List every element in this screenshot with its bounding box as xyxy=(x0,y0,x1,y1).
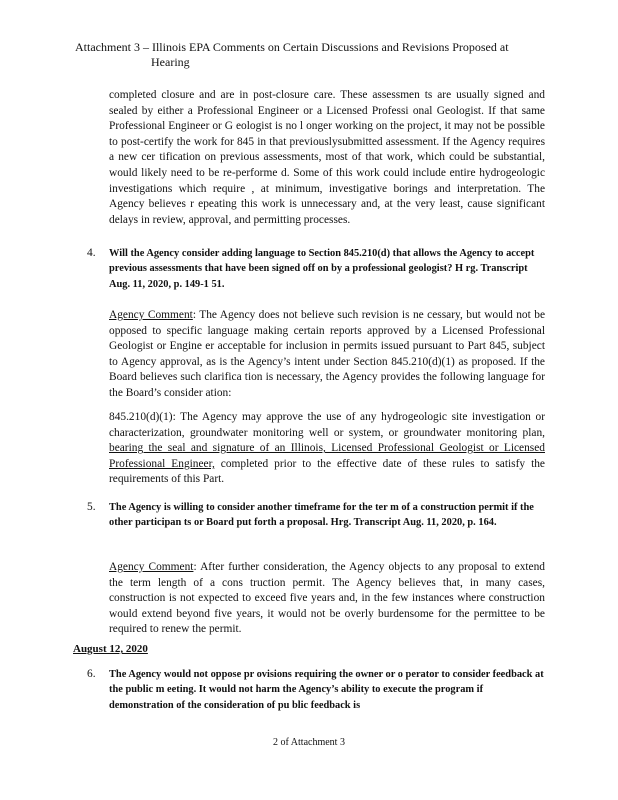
proposed-underlined: bearing the seal and signature of an Illinois, Licensed Professional Geologist or Licensed Professional Engineer, xyxy=(109,442,545,470)
header-line-1: Attachment 3 – Illinois EPA Comments on Certain Discussions and Revisions Proposed at xyxy=(75,40,509,54)
comment-text: : The Agency does not believe such revision is ne cessary, but would not be opposed to specific language making certain reports approved by a Licensed Professional Geologist or Engine er acceptable for inclusion in permits issued pursuant to Part 845, subject to Agency approval, as is the Agency’s intent under Section 845.210(d)(1) as proposed. If the Board believes such clarifica tion is necessary, the Agency provides the following language for the Board’s consider ation: xyxy=(109,309,546,399)
proposed-paragraph xyxy=(109,410,545,488)
item-number: 4. xyxy=(87,247,96,259)
header-line-2: Hearing xyxy=(151,55,190,69)
comment-paragraph xyxy=(109,560,545,638)
page-header xyxy=(75,40,555,70)
question-item-4 xyxy=(87,246,547,292)
date-heading: August 12, 2020 xyxy=(73,643,148,655)
proposed-prefix: 845.210(d)(1): The Agency may approve the use of any hydrogeologic site investigation or characterization, groundwater monitoring well or system, or groundwater monitoring plan, xyxy=(109,411,545,439)
question-text: The Agency would not oppose pr ovisions requiring the owner or o perator to consider feedback at the public m eeting. It would not harm the Agency’s ability to execute the program if demonstration of the consideration of pu blic feedback is xyxy=(109,669,544,711)
proposed-suffix: completed prior to the effective date of these rules to satisfy the requirements of this Part. xyxy=(109,457,545,486)
intro-paragraph-block xyxy=(109,88,545,228)
question-item-6 xyxy=(87,667,547,713)
question-text: The Agency is willing to consider another timeframe for the ter m of a construction permit if the other participan ts or Board put forth a proposal. Hrg. Transcript Aug. 11, 2020, p. 164. xyxy=(109,502,534,529)
comment-text: : After further consideration, the Agency objects to any proposal to extend the term length of a cons truction permit. The Agency believes that, in many cases, construction is not expected to exceed five years and, in the few instances where construction would extend beyond five years, it would not be overly burdensome for the permittee to be required to renew the permit. xyxy=(109,561,545,636)
question-text: Will the Agency consider adding language to Section 845.210(d) that allows the Agency to accept previous assessments that have been signed off on by a professional geologist? H rg. Transcript Aug. 11, 2020, p. 149-1 51. xyxy=(109,248,535,290)
comment-paragraph xyxy=(109,308,545,402)
item-number: 6. xyxy=(87,668,96,680)
question-item-5 xyxy=(87,500,547,531)
item-number: 5. xyxy=(87,501,96,513)
agency-comment-4 xyxy=(109,308,545,402)
proposed-language-4 xyxy=(109,410,545,488)
comment-label: Agency Comment xyxy=(109,309,193,321)
agency-comment-5 xyxy=(109,560,545,638)
intro-paragraph: completed closure and are in post-closure care. These assessmen ts are usually signed and sealed by either a Professional Engineer or a Licensed Professi onal Geologist. If that same Professional Engineer or G eologist is no l onger working on the project, it may not be possible to post-certify the work for 845 in that previouslysubmitted assessment. If the Agency requires a new cer tification on previous assessments, most of that work, which could be substantial, would likely need to be re-performe d. Some of this work could include entire hydrogeologic investigations which require , at minimum, investigative borings and interpretation. The Agency believes r epeating this work is unnecessary and, at the very least, cause significant delays in review, approval, and permitting processes. xyxy=(109,89,545,226)
comment-label: Agency Comment xyxy=(109,561,194,573)
page-footer: 2 of Attachment 3 xyxy=(273,737,345,748)
